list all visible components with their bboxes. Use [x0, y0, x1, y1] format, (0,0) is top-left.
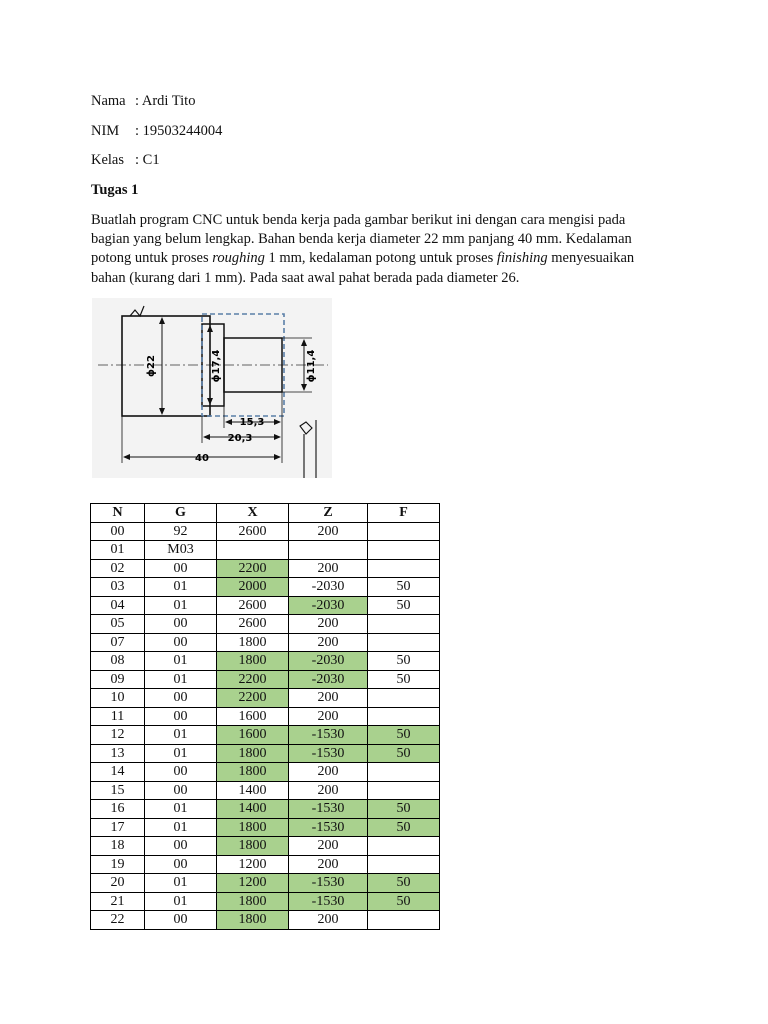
table-cell: 200: [289, 837, 368, 856]
table-cell: 200: [289, 633, 368, 652]
table-cell: 50: [368, 596, 440, 615]
dim-203-label: 20,3: [227, 433, 253, 444]
table-header-row: [91, 504, 440, 523]
table-row: [91, 837, 440, 856]
table-cell: 1800: [217, 837, 289, 856]
table-cell: [368, 707, 440, 726]
table-cell: 1800: [217, 818, 289, 837]
table-cell: 50: [368, 744, 440, 763]
table-cell: 19: [91, 855, 145, 874]
table-cell: 2000: [217, 578, 289, 597]
table-cell: 1600: [217, 707, 289, 726]
table-cell: 01: [145, 670, 217, 689]
header-n: N: [91, 504, 145, 523]
table-cell: 1200: [217, 855, 289, 874]
table-cell: 00: [145, 633, 217, 652]
table-cell: 01: [145, 874, 217, 893]
table-cell: 18: [91, 837, 145, 856]
table-cell: 03: [91, 578, 145, 597]
task-line-1: Buatlah program CNC untuk benda kerja pada gambar berikut ini dengan cara mengisi pada: [91, 212, 626, 228]
table-row: [91, 578, 440, 597]
task-line-3: potong untuk proses roughing 1 mm, kedalaman potong untuk proses finishing menyesuaikan: [91, 250, 635, 267]
table-cell: 01: [91, 541, 145, 560]
student-name-row: [91, 93, 195, 110]
student-id-row: [91, 123, 222, 140]
table-cell: 200: [289, 855, 368, 874]
table-cell: -2030: [289, 652, 368, 671]
table-row: [91, 781, 440, 800]
table-cell: -2030: [289, 578, 368, 597]
table-cell: 50: [368, 874, 440, 893]
table-cell: [368, 615, 440, 634]
table-row: [91, 615, 440, 634]
table-cell: 01: [145, 578, 217, 597]
table-cell: 2200: [217, 559, 289, 578]
table-cell: 20: [91, 874, 145, 893]
header-f: F: [368, 504, 440, 523]
table-cell: 00: [145, 615, 217, 634]
table-cell: 200: [289, 522, 368, 541]
header-g: G: [145, 504, 217, 523]
table-row: [91, 670, 440, 689]
table-cell: 01: [145, 652, 217, 671]
table-cell: 200: [289, 559, 368, 578]
table-cell: 2600: [217, 522, 289, 541]
table-cell: 02: [91, 559, 145, 578]
table-row: [91, 522, 440, 541]
table-cell: 01: [145, 818, 217, 837]
table-cell: [368, 855, 440, 874]
table-row: [91, 911, 440, 930]
table-cell: 1800: [217, 652, 289, 671]
table-row: [91, 689, 440, 708]
table-cell: 1600: [217, 726, 289, 745]
cnc-program-table: [90, 503, 440, 930]
table-row: [91, 855, 440, 874]
table-cell: -1530: [289, 892, 368, 911]
table-row: [91, 559, 440, 578]
table-cell: 00: [145, 689, 217, 708]
task-description: [91, 211, 691, 288]
table-row: [91, 726, 440, 745]
name-label: Nama: [91, 93, 126, 109]
table-row: [91, 633, 440, 652]
table-cell: -1530: [289, 726, 368, 745]
name-value: : Ardi Tito: [135, 93, 196, 109]
table-cell: 50: [368, 578, 440, 597]
table-cell: 2600: [217, 615, 289, 634]
dim-153-label: 15,3: [239, 417, 265, 428]
table-cell: [217, 541, 289, 560]
table-row: [91, 541, 440, 560]
table-cell: 1800: [217, 744, 289, 763]
table-cell: 200: [289, 615, 368, 634]
table-cell: 00: [145, 781, 217, 800]
table-cell: [368, 689, 440, 708]
table-cell: [368, 837, 440, 856]
table-cell: 50: [368, 670, 440, 689]
table-cell: [368, 763, 440, 782]
table-cell: 00: [145, 837, 217, 856]
class-row: [91, 152, 160, 169]
table-cell: 1400: [217, 781, 289, 800]
table-cell: -1530: [289, 874, 368, 893]
table-row: [91, 707, 440, 726]
table-cell: 1800: [217, 892, 289, 911]
table-cell: 50: [368, 818, 440, 837]
class-value: : C1: [135, 152, 160, 168]
table-cell: 1400: [217, 800, 289, 819]
nim-value: : 19503244004: [135, 123, 223, 139]
table-cell: 2200: [217, 670, 289, 689]
table-cell: 50: [368, 652, 440, 671]
table-row: [91, 892, 440, 911]
table-row: [91, 874, 440, 893]
table-cell: [368, 559, 440, 578]
workpiece-drawing: [92, 298, 332, 478]
table-cell: 2200: [217, 689, 289, 708]
table-cell: 50: [368, 892, 440, 911]
table-cell: 200: [289, 689, 368, 708]
table-row: [91, 763, 440, 782]
table-cell: 1800: [217, 633, 289, 652]
table-cell: 01: [145, 892, 217, 911]
table-cell: 200: [289, 707, 368, 726]
table-cell: [368, 781, 440, 800]
table-cell: 1800: [217, 911, 289, 930]
table-cell: 21: [91, 892, 145, 911]
dim-11-label: ɸ11,4: [306, 349, 317, 383]
table-cell: 11: [91, 707, 145, 726]
table-row: [91, 596, 440, 615]
header-x: X: [217, 504, 289, 523]
table-cell: 50: [368, 800, 440, 819]
table-cell: 05: [91, 615, 145, 634]
table-cell: 14: [91, 763, 145, 782]
table-cell: 200: [289, 763, 368, 782]
dim-22-label: ɸ22: [146, 355, 157, 377]
table-cell: 01: [145, 800, 217, 819]
table-cell: [368, 911, 440, 930]
table-cell: M03: [145, 541, 217, 560]
table-cell: 01: [145, 744, 217, 763]
table-cell: 12: [91, 726, 145, 745]
table-cell: 200: [289, 781, 368, 800]
table-cell: 2600: [217, 596, 289, 615]
dim-40-label: 40: [195, 453, 209, 464]
table-cell: [368, 522, 440, 541]
table-cell: 17: [91, 818, 145, 837]
table-cell: 00: [145, 763, 217, 782]
table-cell: 01: [145, 596, 217, 615]
table-cell: 10: [91, 689, 145, 708]
table-cell: 07: [91, 633, 145, 652]
table-cell: 1800: [217, 763, 289, 782]
table-cell: 1200: [217, 874, 289, 893]
table-row: [91, 800, 440, 819]
table-cell: -1530: [289, 744, 368, 763]
table-cell: 00: [145, 707, 217, 726]
table-cell: 16: [91, 800, 145, 819]
nim-label: NIM: [91, 123, 120, 139]
table-cell: [368, 633, 440, 652]
table-cell: -1530: [289, 818, 368, 837]
table-cell: 22: [91, 911, 145, 930]
table-row: [91, 818, 440, 837]
table-cell: -2030: [289, 670, 368, 689]
dim-17-label: ɸ17,4: [211, 349, 222, 383]
task-title: Tugas 1: [91, 182, 139, 198]
table-cell: [368, 541, 440, 560]
header-z: Z: [289, 504, 368, 523]
table-cell: 15: [91, 781, 145, 800]
table-cell: 00: [145, 855, 217, 874]
table-cell: 13: [91, 744, 145, 763]
task-line-4: bahan (kurang dari 1 mm). Pada saat awal pahat berada pada diameter 26.: [91, 269, 520, 286]
table-cell: [289, 541, 368, 560]
table-row: [91, 744, 440, 763]
table-cell: 92: [145, 522, 217, 541]
table-cell: 200: [289, 911, 368, 930]
table-cell: 09: [91, 670, 145, 689]
table-cell: 00: [145, 559, 217, 578]
table-cell: -2030: [289, 596, 368, 615]
class-label: Kelas: [91, 152, 125, 168]
table-cell: -1530: [289, 800, 368, 819]
table-cell: 00: [91, 522, 145, 541]
table-cell: 08: [91, 652, 145, 671]
table-cell: 04: [91, 596, 145, 615]
task-line-2: bagian yang belum lengkap. Bahan benda kerja diameter 22 mm panjang 40 mm. Kedalaman: [91, 231, 632, 248]
table-cell: 00: [145, 911, 217, 930]
table-cell: 01: [145, 726, 217, 745]
table-cell: 50: [368, 726, 440, 745]
table-row: [91, 652, 440, 671]
